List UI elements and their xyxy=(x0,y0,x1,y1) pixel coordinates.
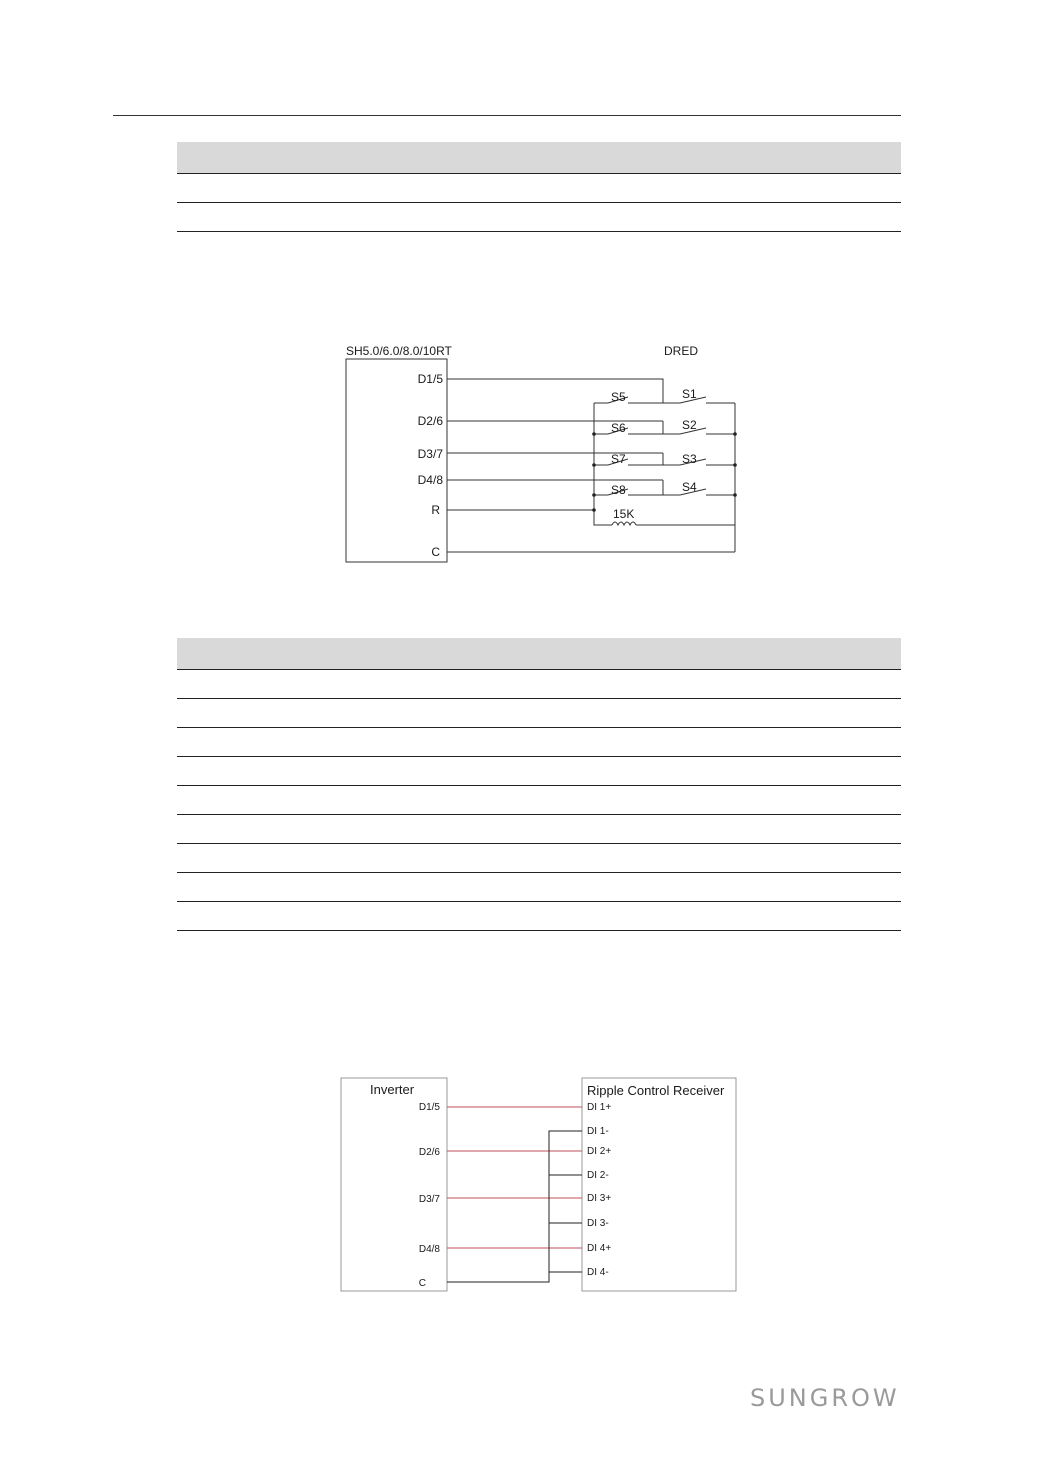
switch-label: S1 xyxy=(682,387,697,401)
switch-label: S8 xyxy=(611,483,626,497)
table-row xyxy=(177,844,901,873)
common-wire xyxy=(447,1131,582,1282)
terminal-label: DI 1+ xyxy=(587,1102,612,1113)
terminal-label: D1/5 xyxy=(418,1102,440,1113)
terminal-label: C xyxy=(431,545,440,559)
switch-label: S5 xyxy=(611,390,626,404)
resistor-label: 15K xyxy=(613,507,635,521)
terminal-label: DI 1- xyxy=(587,1126,609,1137)
terminal-label: DI 4- xyxy=(587,1267,609,1278)
terminal-label: DI 4+ xyxy=(587,1243,612,1254)
terminal-label: R xyxy=(431,503,440,517)
inverter-label: Inverter xyxy=(370,1082,415,1097)
terminal-label: D2/6 xyxy=(417,414,443,428)
table-2 xyxy=(177,638,901,931)
switch-label: S4 xyxy=(682,480,697,494)
table-row xyxy=(177,815,901,844)
dred-wiring-diagram xyxy=(0,0,1043,620)
terminal-label: DI 3+ xyxy=(587,1193,612,1204)
terminal-label: D4/8 xyxy=(418,1244,440,1255)
table-row xyxy=(177,902,901,931)
table-row xyxy=(177,786,901,815)
table-row xyxy=(177,728,901,757)
switch-label: S2 xyxy=(682,418,697,432)
ripple-control-wiring-diagram xyxy=(0,1060,1043,1310)
switch-label: S7 xyxy=(611,452,626,466)
terminal-label: D3/7 xyxy=(417,447,443,461)
table-row xyxy=(177,699,901,728)
table-row xyxy=(177,757,901,786)
terminal-label: DI 3- xyxy=(587,1218,609,1229)
table-row xyxy=(177,670,901,699)
terminal-label: D4/8 xyxy=(417,473,443,487)
terminal-label: DI 2+ xyxy=(587,1146,612,1157)
dred-label: DRED xyxy=(664,344,699,358)
terminal-label: C xyxy=(418,1278,426,1289)
receiver-label: Ripple Control Receiver xyxy=(587,1083,725,1098)
table-2-header xyxy=(177,638,901,670)
terminal-label: D2/6 xyxy=(418,1147,440,1158)
device-label: SH5.0/6.0/8.0/10RT xyxy=(346,344,452,358)
sungrow-logo: SUNGROW xyxy=(750,1384,900,1412)
terminal-label: D1/5 xyxy=(417,372,443,386)
table-row xyxy=(177,873,901,902)
terminal-label: D3/7 xyxy=(418,1194,440,1205)
terminal-label: DI 2- xyxy=(587,1170,609,1181)
switch-label: S6 xyxy=(611,421,626,435)
switch-label: S3 xyxy=(682,452,697,466)
